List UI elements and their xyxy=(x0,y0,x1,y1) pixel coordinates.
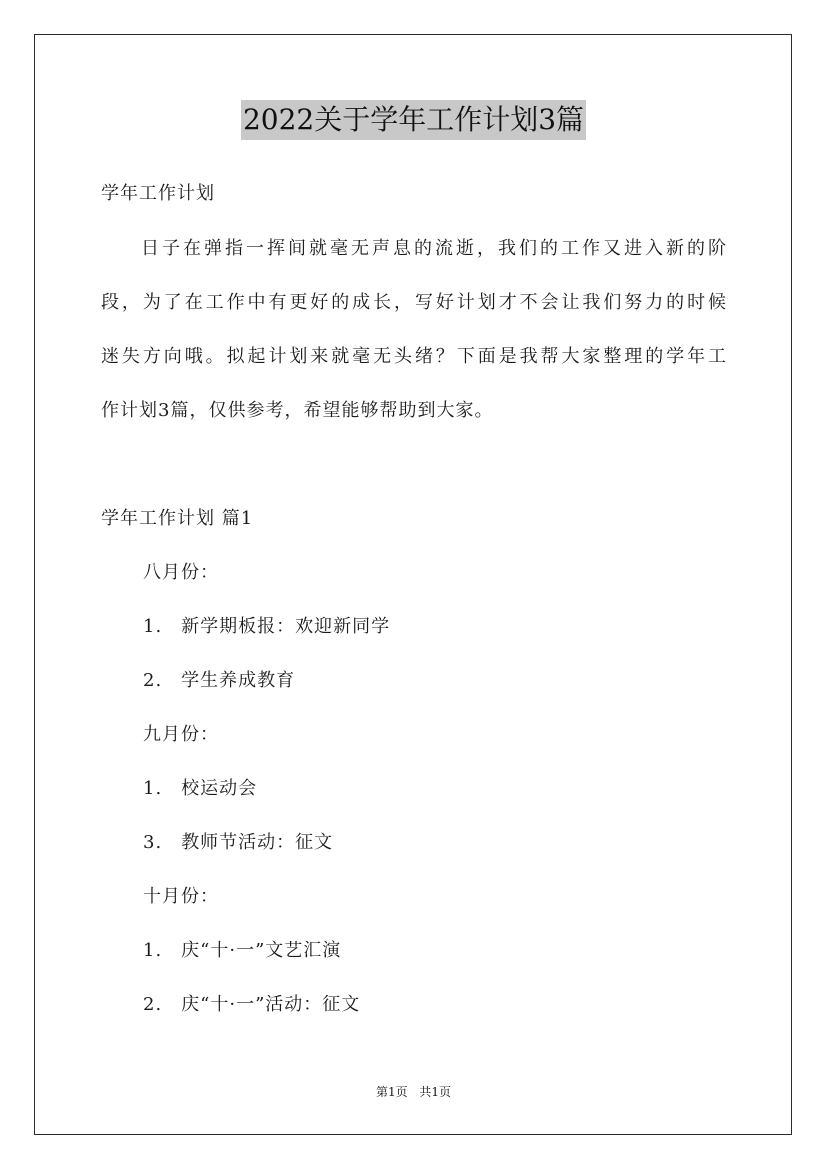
intro-line: 日子在弹指一挥间就毫无声息的流逝，我们的工作又进入新的阶 xyxy=(141,238,727,259)
list-item: 十月份： xyxy=(143,886,219,907)
list-item: 3. 教师节活动：征文 xyxy=(143,832,334,853)
list-item: 2. 庆“十·一”活动：征文 xyxy=(143,994,361,1015)
intro-line: 作计划3篇，仅供参考，希望能够帮助到大家。 xyxy=(101,400,494,421)
page-number: 第1页 xyxy=(375,1085,408,1099)
document-title: 2022关于学年工作计划3篇 xyxy=(241,100,586,140)
section-heading: 学年工作计划 篇1 xyxy=(101,508,254,529)
page-footer xyxy=(0,1084,827,1100)
intro-heading: 学年工作计划 xyxy=(101,183,215,204)
list-item: 2. 学生养成教育 xyxy=(143,670,296,691)
page-total: 共1页 xyxy=(419,1085,452,1099)
intro-line: 段，为了在工作中有更好的成长，写好计划才不会让我们努力的时候 xyxy=(101,292,727,313)
list-item: 八月份： xyxy=(143,562,219,583)
intro-line: 迷失方向哦。拟起计划来就毫无头绪？下面是我帮大家整理的学年工 xyxy=(101,346,727,367)
title-container xyxy=(0,100,827,140)
list-item: 九月份： xyxy=(143,724,219,745)
intro-paragraph xyxy=(101,237,727,453)
list-item: 1. 新学期板报：欢迎新同学 xyxy=(143,616,391,637)
list-item: 1. 庆“十·一”文艺汇演 xyxy=(143,940,342,961)
list-item: 1. 校运动会 xyxy=(143,778,258,799)
